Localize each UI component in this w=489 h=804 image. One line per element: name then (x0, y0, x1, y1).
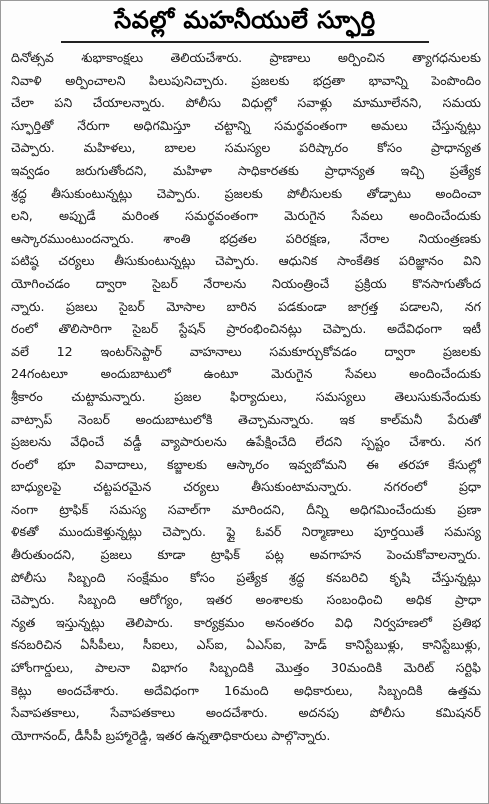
article-line: రంలో భూ వివాదాలు, కబ్జాలకు ఆస్కారం ఇవ్వబోమని ఈ తరహా కేసుల్లో (11, 456, 481, 472)
article-line: వాట్సాప్ నెంబర్ అందుబాటులోకి తెచ్చామన్నారు. ఇక కాల్‌మనీ పేరుతో (11, 411, 481, 427)
article-line: పోలీసు సిబ్బంది సంక్షేమం కోసం ప్రత్యేక శ్రద్ధ కనబరిచి కృషి చేస్తున్నట్లు (11, 569, 481, 585)
article-line: న్యత ఇస్తున్నట్లు తెలిపారు. కార్యక్రమం అనంతరం విధి నిర్వహణలో ప్రతిభ (11, 614, 481, 630)
article-line: యోగించడం ద్వారా సైబర్ నేరాలను నియంత్రించే ప్రక్రియ కొనసాగుతోంద (11, 275, 481, 291)
article-line: శ్రీకారం చుట్టామన్నారు. ప్రజల ఫిర్యాదులు, సమస్యలు తెలుసుకునేందుకు (11, 388, 481, 404)
article-line: కెట్లు అందచేశారు. అదేవిధంగా 16మంది అధికారులు, సిబ్బందికి ఉత్తమ (11, 682, 481, 698)
article-line: దినోత్సవ శుభాకాంక్షలు తెలియచేశారు. ప్రాణాలు అర్పించిన త్యాగధనులకు (11, 50, 481, 65)
article-line: 24గంటలూ అందుబాటులో ఉంటూ మెరుగైన సేవలు అందించేందుకు (11, 366, 481, 382)
article-line: కనబరిచిన ఏసీపీలు, సీఐలు, ఎస్ఐ, ఏఎస్ఐ, హెడ్ కానిస్టేబుళ్లు, కానిస్టేబుళ్లు, (11, 637, 481, 653)
article-line: హోంగార్డులు, పాలనా విభాగం సిబ్బందికి మొత్తం 30మందికి మెరిట్ సర్టిఫి (11, 660, 481, 676)
article-line: సేవాపతకాలు, సేవాపతకాలు అందచేశారు. అదనపు పోలీసు కమిషనర్ (11, 705, 481, 721)
article-line: బాధ్యులపై చట్టపరమైన చర్యలు తీసుకుంటామన్నారు. నగరంలో ప్రధా (11, 479, 481, 495)
article-line: నంగా ట్రాఫిక్ సమస్య సవాల్‌గా మారిందని, దీన్ని అధిగమించేందుకు ప్రణా (11, 501, 481, 517)
article-line: న్నారు. ప్రజలు సైబర్ మోసాల బారిన పడకుండా జాగ్రత్త పడాలని, నగ (11, 298, 481, 314)
headline-container (61, 5, 429, 43)
headline: సేవల్లో మహనీయులే స్ఫూర్తి (114, 6, 376, 34)
article-line: యోగానంద్, డీసీపీ బ్రహ్మారెడ్డి, ఇతర ఉన్నతాధికారులు పాల్గొన్నారు. (11, 727, 331, 743)
article-line: నివాళి అర్పించాలని పిలుపునిచ్చారు. ప్రజలకు భద్రతా భావాన్ని పెంపొందిం (11, 72, 481, 88)
article-line: రంలో తొలిసారిగా సైబర్ స్టేషన్ ప్రారంభించినట్లు చెప్పారు. అదేవిధంగా ఇటీ (11, 321, 481, 337)
article-line: ఇవ్వడం జరుగుతోందని, మహిళా సాధికారతకు ప్రాధాన్యత ఇచ్చి ప్రత్యేక (11, 162, 481, 178)
article-line: లని, అప్పుడే మరింత సమర్థవంతంగా మెరుగైన సేవలు అందించేందుకు (11, 208, 481, 224)
article-line: చేలా పని చేయాలన్నారు. పోలీసు విధుల్లో సవాళ్లు మామూలేనని, సమయ (11, 95, 481, 111)
article-line: ప్రజలను వేధించే వడ్డీ వ్యాపారులను ఉపేక్షించేది లేదని స్పష్టం చేశారు. నగ (11, 434, 481, 450)
article-line: ళికతో ముందుకెళ్తున్నట్లు చెప్పారు. ఫ్లై ఓవర్ నిర్మాణాలు పూర్తయితే సమస్య (11, 524, 481, 540)
article-line: చెప్పారు. సిబ్బంది ఆరోగ్యం, ఇతర అంశాలకు సంబంధించి అధిక ప్రాధా (11, 592, 481, 608)
article-line: శ్రద్ధ తీసుకుంటున్నట్లు చెప్పారు. ప్రజలకు పోలీసులకు తోడ్పాటు అందించా (11, 185, 481, 201)
article-line: తీరుతుందని, ప్రజలు కూడా ట్రాఫిక్ పట్ల అవగాహన పెంచుకోవాలన్నారు. (11, 547, 481, 563)
article-line: చెప్పారు. మహిళలు, బాలల సమస్యల పరిష్కారం కోసం ప్రాధాన్యత (11, 140, 481, 156)
article-line: స్ఫూర్తితో నేరుగా అధిగమిస్తూ చట్టాన్ని సమర్థవంతంగా అమలు చేస్తున్నట్లు (11, 117, 481, 133)
article-line: వలే 12 ఇంటర్‌సెప్టార్ వాహనాలు సమకూర్చుకోవడం ద్వారా ప్రజలకు (11, 343, 481, 359)
article-line: ఆస్కారముంటుందన్నారు. శాంతి భద్రతల పరిరక్షణ, నేరాల నియంత్రణకు (11, 230, 481, 246)
article-line: పటిష్ఠ చర్యలు తీసుకుంటున్నట్లు చెప్పారు. ఆధునిక సాంకేతిక పరిజ్ఞానం విని (11, 253, 481, 269)
article-body (11, 47, 481, 747)
